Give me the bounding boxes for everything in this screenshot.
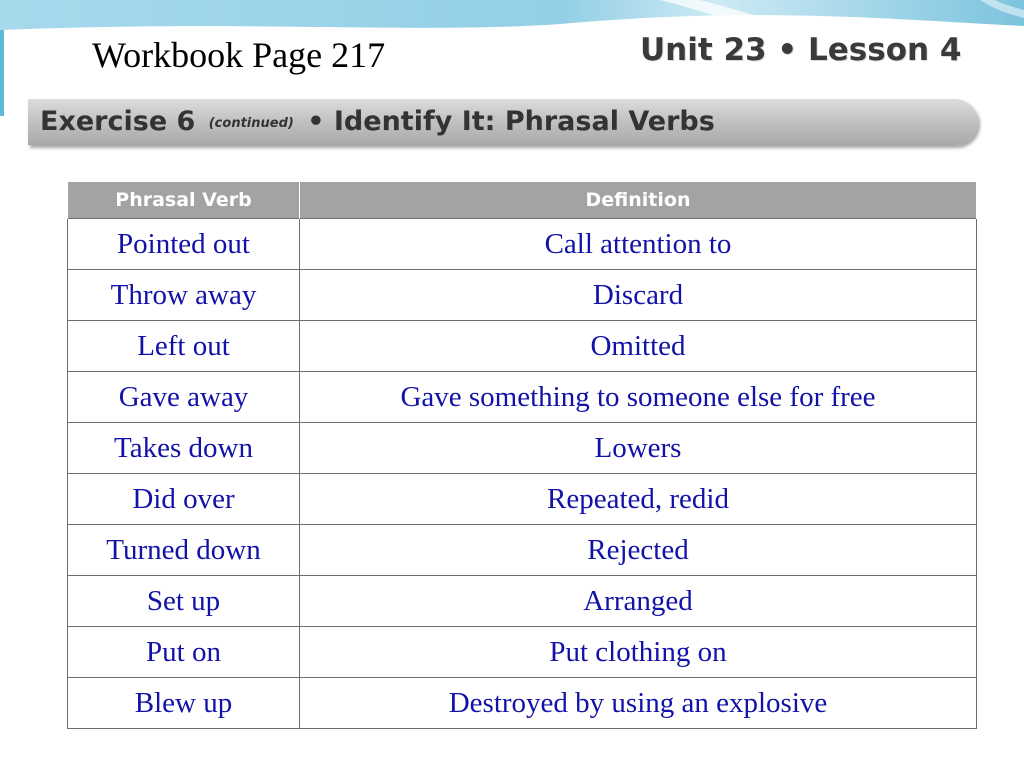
definition-cell: Omitted [300, 321, 977, 372]
workbook-page-title: Workbook Page 217 [92, 35, 386, 75]
definition-cell: Gave something to someone else for free [300, 372, 977, 423]
definition-cell: Repeated, redid [300, 474, 977, 525]
exercise-title: Identify It: Phrasal Verbs [333, 106, 715, 137]
phrasal-verb-cell: Set up [68, 576, 300, 627]
phrasal-verb-cell: Gave away [68, 372, 300, 423]
table-row [68, 576, 977, 627]
table-row [68, 525, 977, 576]
phrasal-verb-cell: Takes down [68, 423, 300, 474]
definition-cell: Discard [300, 270, 977, 321]
exercise-number: Exercise 6 [40, 106, 196, 137]
phrasal-verb-cell: Turned down [68, 525, 300, 576]
phrasal-verb-table [67, 181, 977, 729]
phrasal-verb-cell: Throw away [68, 270, 300, 321]
phrasal-verb-cell: Blew up [68, 678, 300, 729]
exercise-banner-text [40, 102, 715, 142]
definition-cell: Call attention to [300, 219, 977, 270]
table-row [68, 627, 977, 678]
definition-cell: Put clothing on [300, 627, 977, 678]
unit-lesson-label: Unit 23 • Lesson 4 [640, 32, 962, 68]
phrasal-verb-cell: Left out [68, 321, 300, 372]
top-wave-decoration [0, 0, 1024, 30]
definition-cell: Lowers [300, 423, 977, 474]
exercise-continued: (continued) [208, 116, 294, 131]
table-row [68, 321, 977, 372]
table-header-row [68, 182, 977, 219]
table-row [68, 372, 977, 423]
phrasal-verb-cell: Put on [68, 627, 300, 678]
column-header-phrasal-verb: Phrasal Verb [68, 182, 300, 219]
table-row [68, 219, 977, 270]
column-header-definition: Definition [300, 182, 977, 219]
table-row [68, 270, 977, 321]
definition-cell: Destroyed by using an explosive [300, 678, 977, 729]
definition-cell: Arranged [300, 576, 977, 627]
table-row [68, 474, 977, 525]
phrasal-verb-cell: Did over [68, 474, 300, 525]
left-accent-bar [0, 30, 4, 116]
table-row [68, 678, 977, 729]
exercise-separator: • [307, 106, 325, 137]
phrasal-verb-cell: Pointed out [68, 219, 300, 270]
table-row [68, 423, 977, 474]
definition-cell: Rejected [300, 525, 977, 576]
